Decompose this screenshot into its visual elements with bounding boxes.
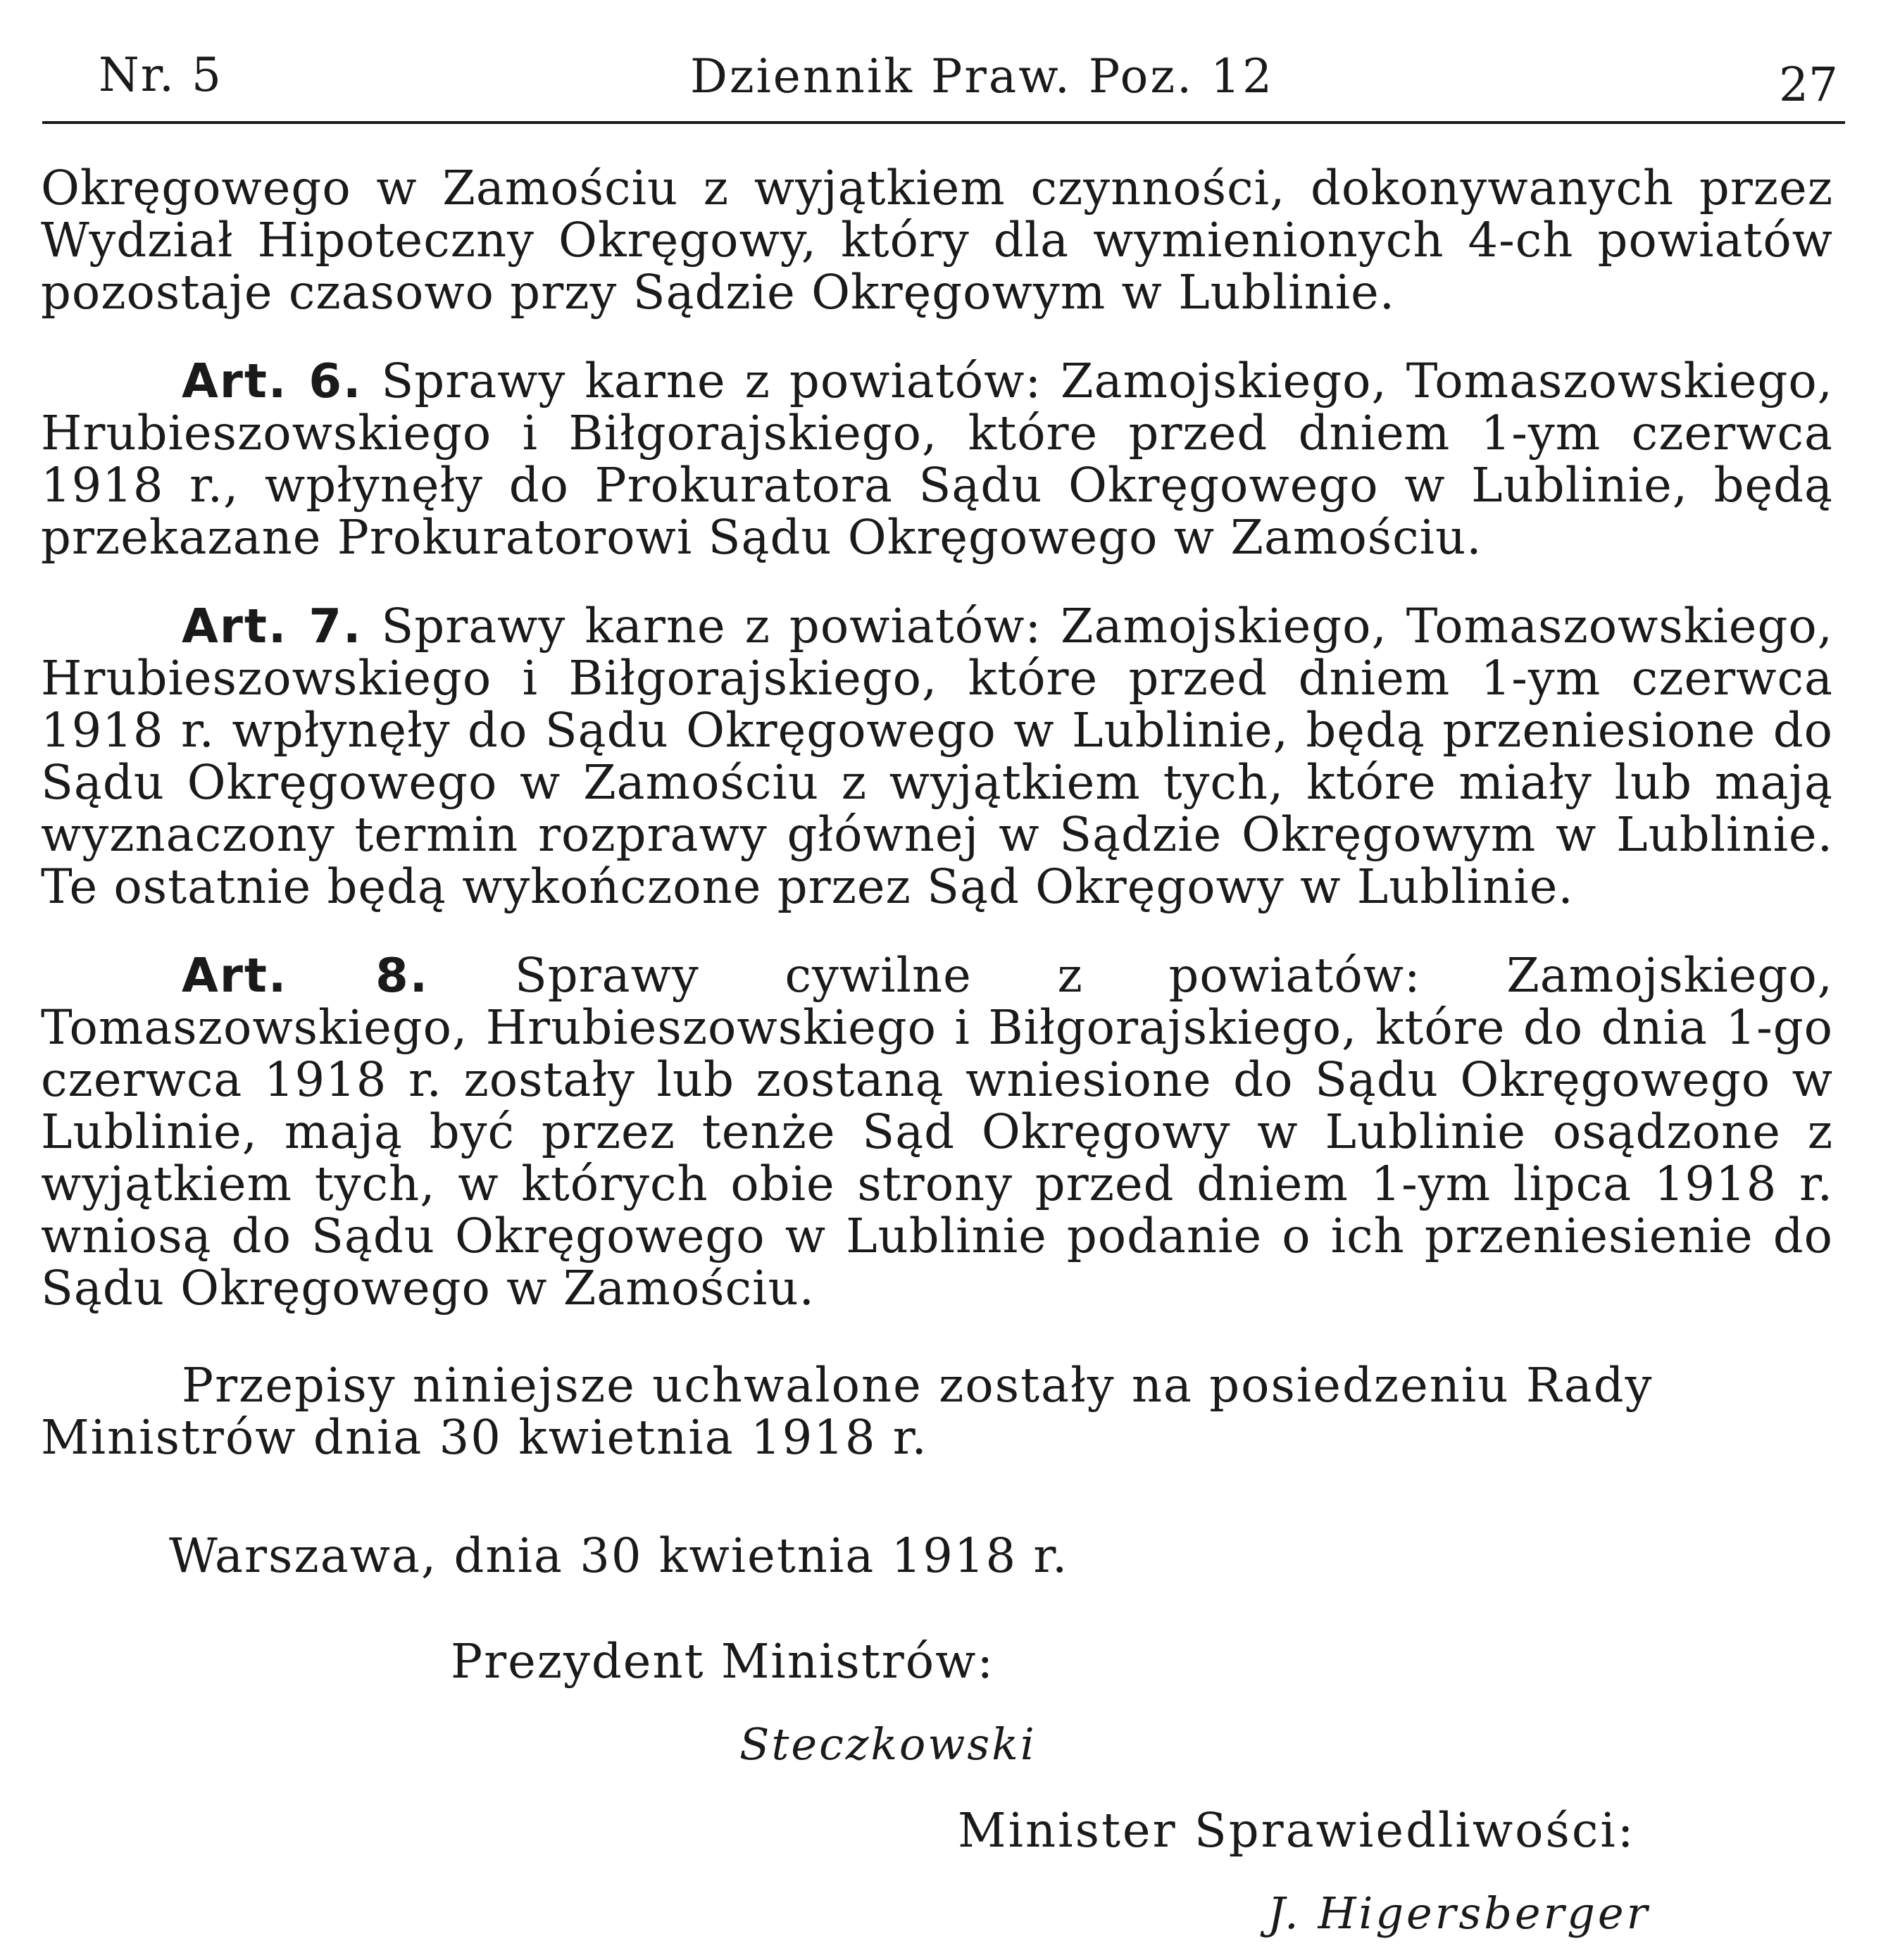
article-6-label: Art. 6.	[182, 354, 363, 408]
continuation-paragraph: Okręgowego w Zamościu z wyjątkiem czynności, dokonywanych przez Wydział Hipoteczny Okręgowy, który dla wymienionych 4-ch powiatów pozostaje czasowo przy Sądzie Okręgowym w Lublinie.	[41, 161, 1833, 320]
page-number: 27	[1779, 58, 1838, 112]
signatory-1-title: Prezydent Ministrów:	[451, 1634, 995, 1689]
issue-number: Nr. 5	[99, 48, 223, 102]
signatory-2-name: J. Higersberger	[1268, 1887, 1651, 1939]
header-rule	[42, 121, 1845, 124]
article-7-label: Art. 7.	[182, 599, 363, 654]
article-6-text: Sprawy karne z powiatów: Zamojskiego, Tomaszowskiego, Hrubieszowskiego i Biłgorajskiego, które przed dniem 1-ym czerwca 1918 r., wpłynęły do Prokuratora Sądu Okręgowego w Lublinie, będą przekazane Prokuratorowi Sądu Okręgowego w Zamościu.	[41, 354, 1833, 565]
article-7-text: Sprawy karne z powiatów: Zamojskiego, Tomaszowskiego, Hrubieszowskiego i Biłgorajskiego, które przed dniem 1-ym czerwca 1918 r. wpłynęły do Sądu Okręgowego w Lublinie, będą przeniesione do Sądu Okręgowego w Zamościu z wyjątkiem tych, które miały lub mają wyznaczony termin rozprawy głównej w Sądzie Okręgowym w Lublinie. Te ostatnie będą wykończone przez Sąd Okręgowy w Lublinie.	[41, 599, 1833, 914]
journal-title: Dziennik Praw. Poz. 12	[690, 49, 1275, 104]
article-7	[41, 600, 1833, 913]
body-text	[41, 162, 1833, 1351]
article-8-label: Art. 8.	[182, 948, 430, 1003]
article-8	[41, 949, 1833, 1314]
signatory-2-title: Minister Sprawiedliwości:	[958, 1803, 1636, 1858]
article-8-text: Sprawy cywilne z powiatów: Zamojskiego, Tomaszowskiego, Hrubieszowskiego i Biłgorajskiego, które do dnia 1-go czerwca 1918 r. zostały lub zostaną wniesione do Sądu Okręgowego w Lublinie, mają być przez tenże Sąd Okręgowy w Lublinie osądzone z wyjątkiem tych, w których obie strony przed dniem 1-ym lipca 1918 r. wniosą do Sądu Okręgowego w Lublinie podanie o ich przeniesienie do Sądu Okręgowego w Zamościu.	[41, 948, 1833, 1316]
signatory-1-name: Steczkowski	[739, 1718, 1037, 1770]
place-date: Warszawa, dnia 30 kwietnia 1918 r.	[169, 1528, 1069, 1583]
article-6	[41, 355, 1833, 563]
page-header	[42, 35, 1845, 120]
resolution-paragraph: Przepisy niniejsze uchwalone zostały na posiedzeniu Rady Ministrów dnia 30 kwietnia 1918 r.	[41, 1358, 1654, 1465]
